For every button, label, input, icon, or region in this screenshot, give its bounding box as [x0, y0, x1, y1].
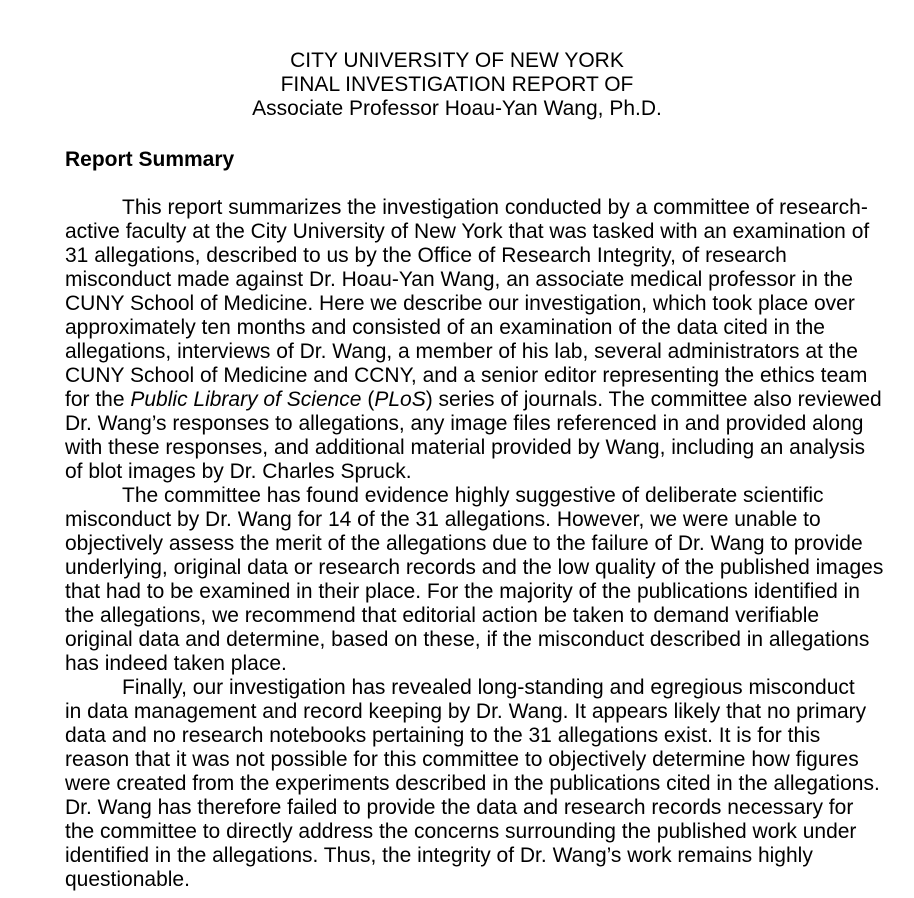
text-line [65, 460, 874, 484]
text-line [65, 196, 874, 220]
section-heading-report-summary: Report Summary [65, 148, 235, 171]
text-segment: 31 allegations, described to us by the Office of Research Integrity, of research [65, 244, 787, 267]
text-line [65, 364, 874, 388]
text-segment: active faculty at the City University of New York that was tasked with an examination of [65, 220, 870, 243]
text-segment: This report summarizes the investigation conducted by a committee of research- [122, 196, 868, 219]
text-line [65, 748, 874, 772]
text-segment: The committee has found evidence highly suggestive of deliberate scientific [122, 484, 824, 507]
text-segment: the allegations, we recommend that editorial action be taken to demand verifiable [65, 604, 820, 627]
text-segment: ) series of journals. The committee also reviewed [425, 388, 882, 411]
text-line [65, 676, 874, 700]
text-line [65, 532, 874, 556]
text-segment: data and no research notebooks pertaining to the 31 allegations exist. It is for this [65, 724, 821, 747]
text-line [65, 508, 874, 532]
text-line [65, 820, 874, 844]
text-segment: approximately ten months and consisted of an examination of the data cited in the [65, 316, 825, 339]
italic-text-segment: Public Library of Science [130, 388, 362, 411]
paragraph-2 [65, 484, 884, 676]
text-segment: ( [361, 388, 375, 411]
text-segment: CUNY School of Medicine and CCNY, and a senior editor representing the ethics team [65, 364, 868, 387]
title-line-subject: Associate Professor Hoau-Yan Wang, Ph.D. [252, 97, 662, 120]
text-segment: objectively assess the merit of the allegations due to the failure of Dr. Wang to provide [65, 532, 863, 555]
text-line [65, 316, 874, 340]
text-segment: has indeed taken place. [65, 652, 287, 675]
text-line [65, 652, 874, 676]
text-segment: in data management and record keeping by Dr. Wang. It appears likely that no primary [65, 700, 867, 723]
text-segment: allegations, interviews of Dr. Wang, a member of his lab, several administrators at the [65, 340, 858, 363]
text-segment: that had to be examined in their place. For the majority of the publications identified in [65, 580, 860, 603]
text-line [65, 628, 874, 652]
text-line [65, 580, 874, 604]
text-segment: Dr. Wang has therefore failed to provide the data and research records necessary for [65, 796, 854, 819]
paragraph-3 [65, 676, 880, 892]
text-segment: Dr. Wang’s responses to allegations, any image files referenced in and provided along [65, 412, 864, 435]
document-title-block [0, 0, 914, 121]
text-line [65, 844, 874, 868]
text-segment: were created from the experiments described in the publications cited in the allegations. [65, 772, 880, 795]
text-line [65, 868, 874, 892]
title-line-report: FINAL INVESTIGATION REPORT OF [280, 73, 634, 96]
text-line [65, 220, 874, 244]
text-line [65, 556, 884, 580]
text-segment: for the [65, 388, 131, 411]
text-segment: underlying, original data or research records and the low quality of the published images [65, 556, 884, 579]
text-segment: with these responses, and additional material provided by Wang, including an analysis [65, 436, 866, 459]
text-segment: the committee to directly address the concerns surrounding the published work under [65, 820, 857, 843]
report-body [65, 196, 884, 892]
text-line [65, 724, 874, 748]
text-line [65, 268, 874, 292]
text-segment: questionable. [65, 868, 190, 891]
title-line-university: CITY UNIVERSITY OF NEW YORK [290, 49, 624, 72]
text-line [65, 340, 874, 364]
text-segment: reason that it was not possible for this committee to objectively determine how figures [65, 748, 859, 771]
text-line [65, 412, 874, 436]
text-line [65, 700, 874, 724]
text-line [65, 772, 880, 796]
text-line [65, 388, 882, 412]
italic-text-segment: PLoS [374, 388, 426, 411]
text-line [65, 436, 874, 460]
paragraph-1 [65, 196, 882, 484]
text-line [65, 796, 874, 820]
text-line [65, 292, 874, 316]
text-line [65, 244, 874, 268]
text-segment: misconduct made against Dr. Hoau-Yan Wang, an associate medical professor in the [65, 268, 853, 291]
text-segment: original data and determine, based on these, if the misconduct described in allegations [65, 628, 870, 651]
text-segment: Finally, our investigation has revealed long-standing and egregious misconduct [122, 676, 855, 699]
text-segment: misconduct by Dr. Wang for 14 of the 31 allegations. However, we were unable to [65, 508, 821, 531]
text-segment: CUNY School of Medicine. Here we describe our investigation, which took place over [65, 292, 855, 315]
text-line [65, 484, 874, 508]
text-segment: identified in the allegations. Thus, the integrity of Dr. Wang’s work remains highly [65, 844, 813, 867]
text-line [65, 604, 874, 628]
text-segment: of blot images by Dr. Charles Spruck. [65, 460, 412, 483]
